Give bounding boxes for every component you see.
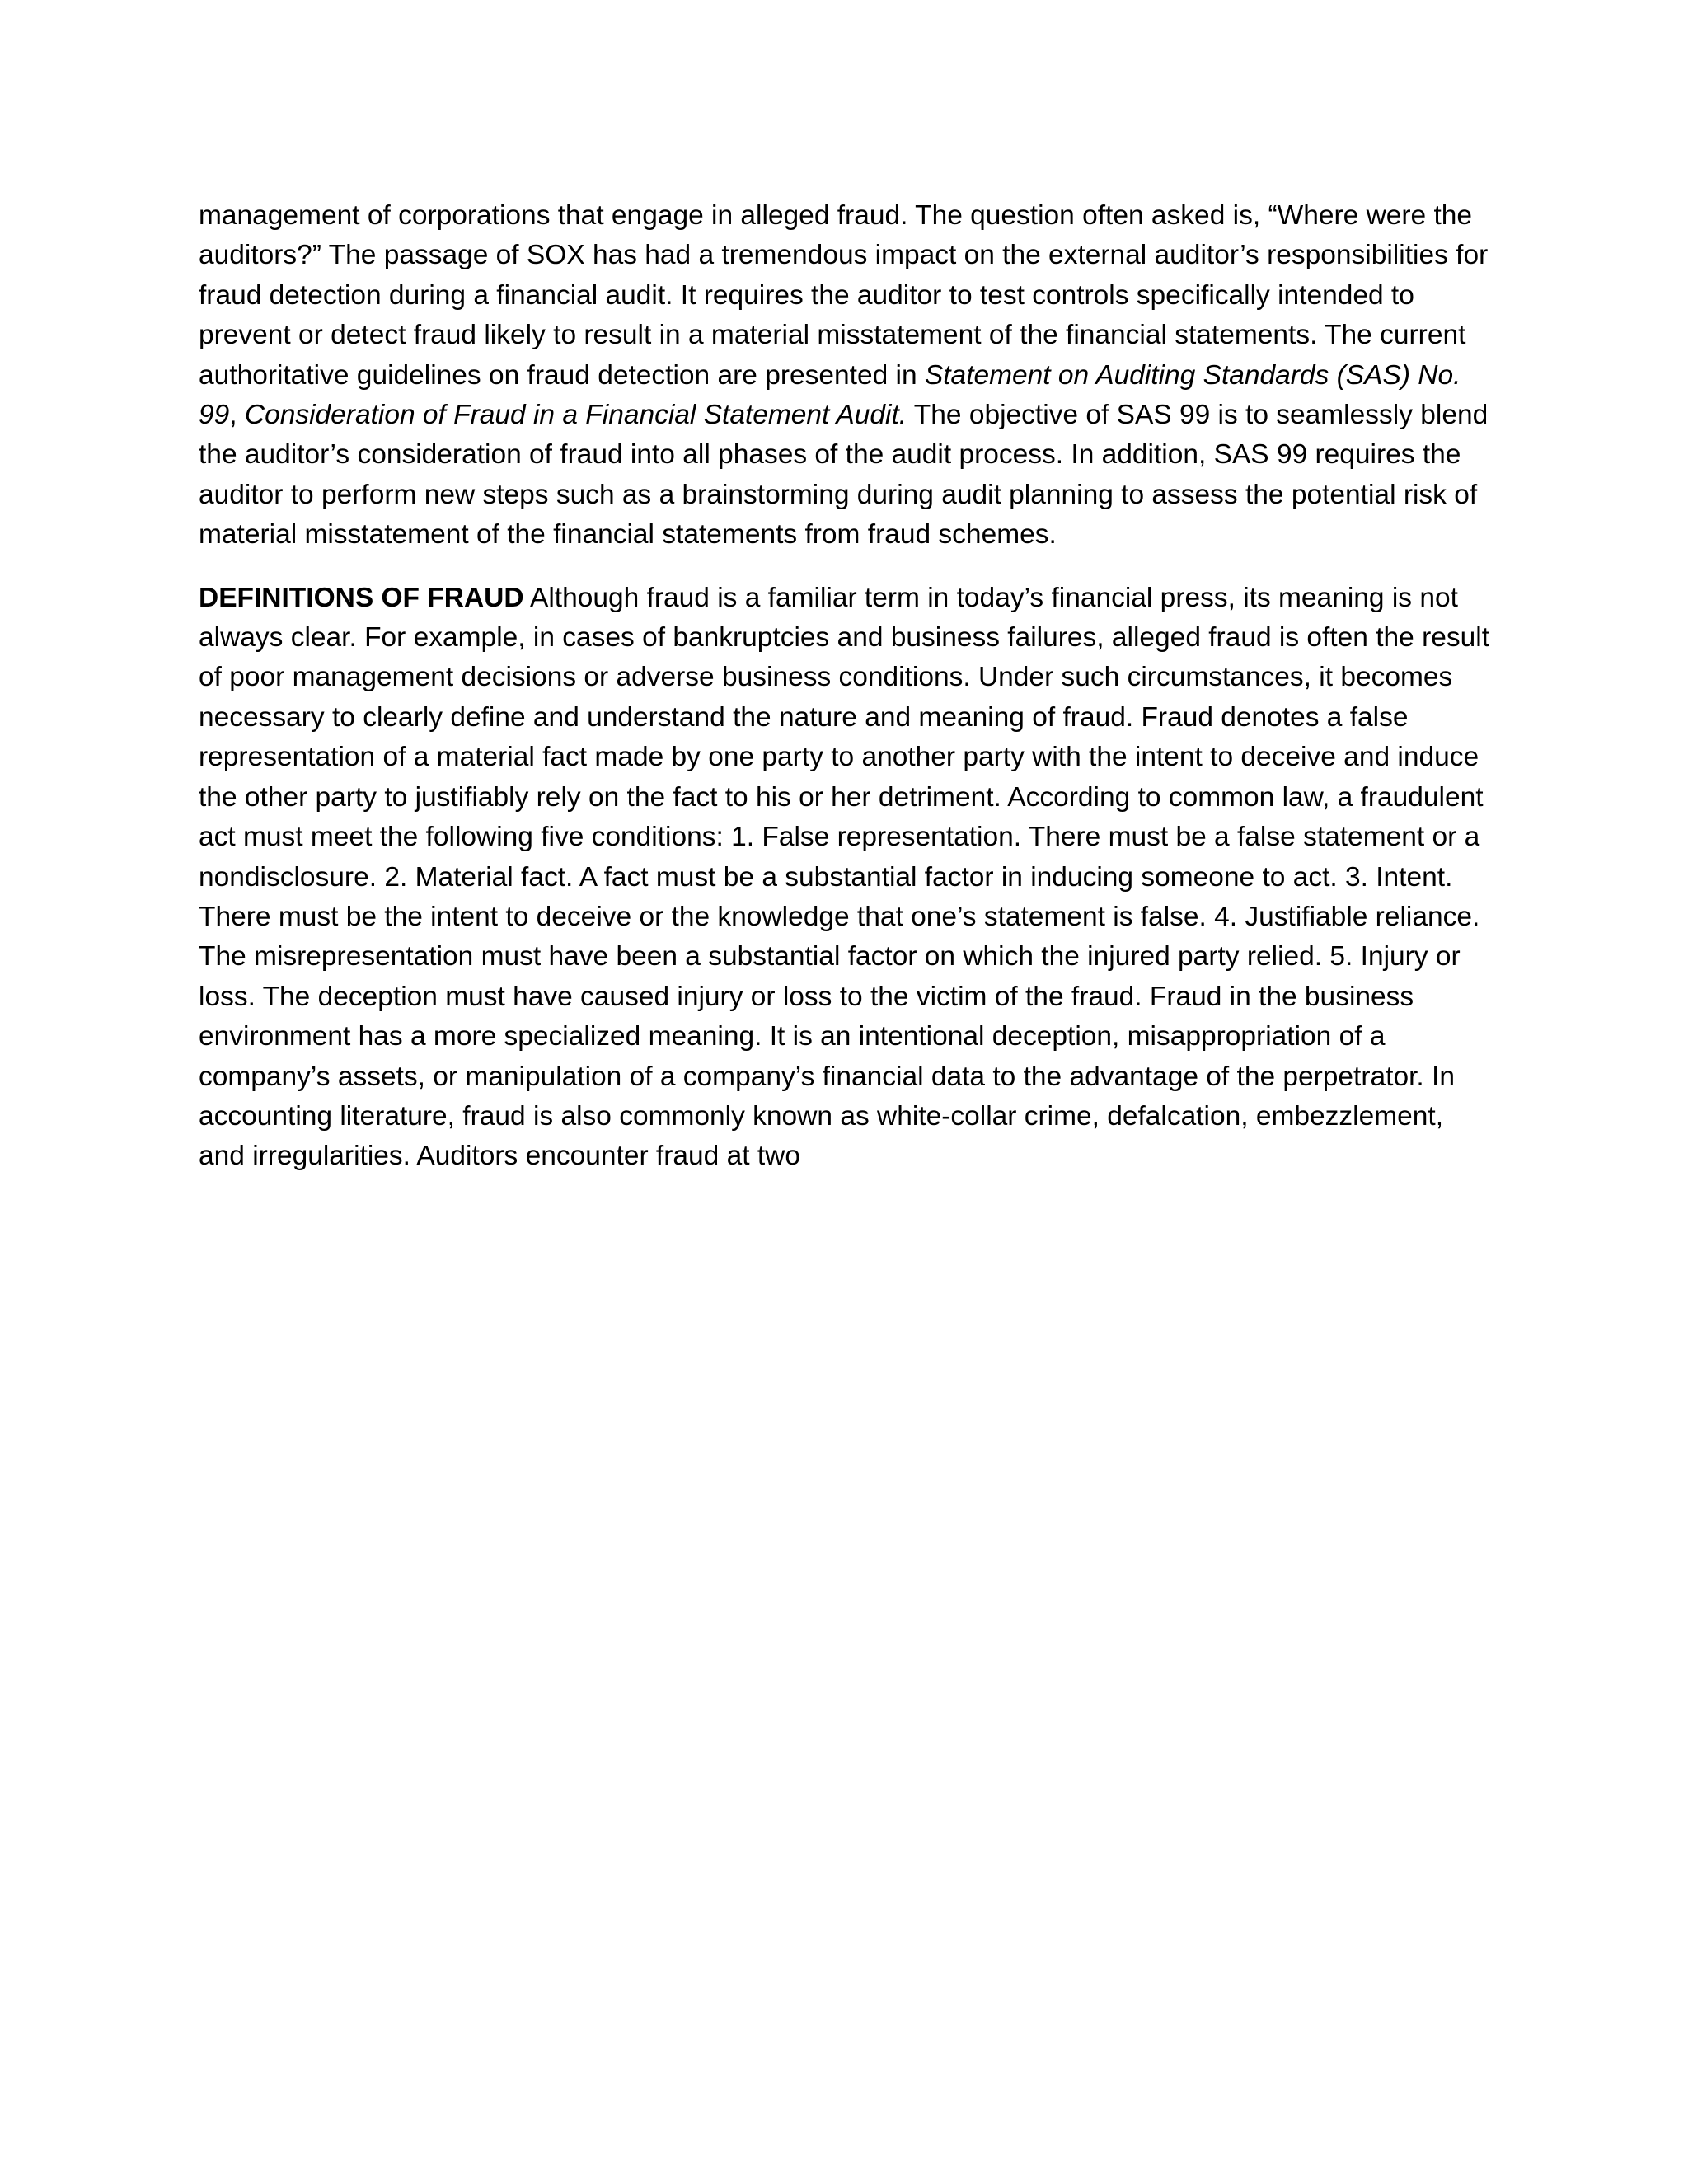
- paragraph-1-text-before: management of corporations that engage in alleged fraud. The question often asked is, “Where were the auditors?” The passage of SOX has had a tremendous impact on the external auditor’s responsibilities for fraud detection during a financial audit. It requires the auditor to test controls specifically intended to prevent or detect fraud likely to result in a material misstatement of the financial statements. The current authoritative guidelines on fraud detection are presented in: [199, 200, 1489, 391]
- sas-99-subtitle: Consideration of Fraud in a Financial Statement Audit.: [244, 400, 907, 431]
- paragraph-2-text: Although fraud is a familiar term in today’s financial press, its meaning is not always clear. For example, in cases of bankruptcies and business failures, alleged fraud is often the result of poor management decisions or adverse business conditions. Under such circumstances, it becomes necessary to clearly define and understand the nature and meaning of fraud. Fraud denotes a false representation of a material fact made by one party to another party with the intent to deceive and induce the other party to justifiably rely on the fact to his or her detriment. According to common law, a fraudulent act must meet the following five conditions: 1. False representation. There must be a false statement or a nondisclosure. 2. Material fact. A fact must be a substantial factor in inducing someone to act. 3. Intent. There must be the intent to deceive or the knowledge that one’s statement is false. 4. Justifiable reliance. The misrepresentation must have been a substantial factor on which the injured party relied. 5. Injury or loss. The deception must have caused injury or loss to the victim of the fraud. Fraud in the business environment has a more specialized meaning. It is an intentional deception, misappropriation of a company’s assets, or manipulation of a company’s financial data to the advantage of the perpetrator. In accounting literature, fraud is also commonly known as white-collar crime, defalcation, embezzlement, and irregularities. Auditors encounter fraud at two: [199, 582, 1490, 1172]
- document-body: [199, 196, 1493, 1177]
- paragraph-1-separator: ,: [229, 400, 245, 431]
- paragraph-1-text-after: The objective of SAS 99 is to seamlessly blend the auditor’s consideration of fraud into all phases of the audit process. In addition, SAS 99 requires the auditor to perform new steps such as a brainstorming during audit planning to assess the potential risk of material misstatement of the financial statements from fraud schemes.: [199, 400, 1489, 551]
- paragraph-sox-sas99: [199, 196, 1493, 555]
- paragraph-definitions-of-fraud: [199, 579, 1493, 1177]
- section-heading: DEFINITIONS OF FRAUD: [199, 582, 524, 613]
- sas-99-title: Statement on Auditing Standards (SAS) No. 99: [199, 359, 1461, 431]
